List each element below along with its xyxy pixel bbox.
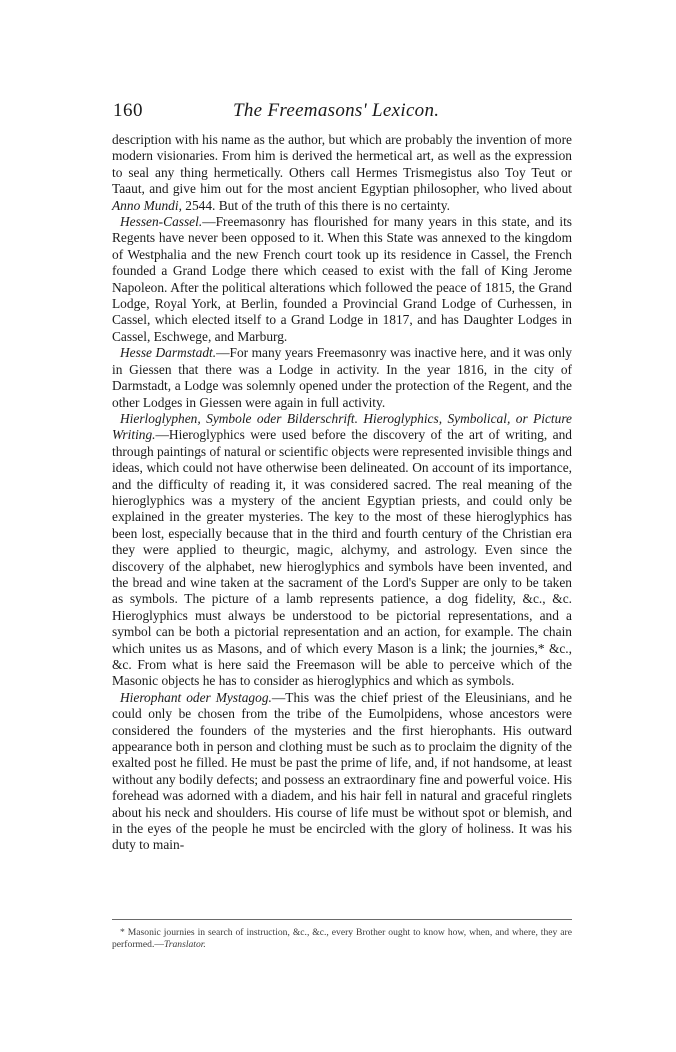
main-text [112, 132, 572, 854]
page-number: 160 [113, 100, 143, 121]
paragraph [112, 411, 572, 690]
italic-text-run: Hesse Darmstadt. [120, 345, 217, 361]
text-run: * Masonic journies in search of instruction, &c., &c., every Brother ought to know how, when, and where, they are performed.— [112, 927, 572, 950]
text-run: —For many years Freemasonry was inactive here, and it was only in Giessen that there was a Lodge in activity. In the year 1816, in the city of Darmstadt, a Lodge was solemnly opened under the protection of the Regent, and the other Lodges in Giessen were again in full activity. [112, 345, 572, 410]
paragraph [112, 214, 572, 345]
italic-text-run: Hierophant oder Mystagog. [120, 689, 272, 705]
italic-text-run: Translator. [163, 939, 206, 950]
footnote [112, 927, 572, 951]
text-run: —Hieroglyphics were used before the discovery of the art of writing, and through paintings of natural or scientific objects were represented invisible things and ideas, which could not have otherwise been delineated. On account of its importance, and the difficulty of reading it, it was considered sacred. The real meaning of the hieroglyphics was a mystery of the ancient Egyptian priests, and could only be explained in the greater mysteries. The key to the most of these hieroglyphics has been lost, especially because that in the third and fourth century of the Christian era they were applied to theurgic, magic, alchymy, and astrology. Even since the discovery of the alphabet, new hieroglyphics and symbols have been invented, and the bread and wine taken at the sacrament of the Lord's Supper are only to be taken as symbols. The picture of a lamb represents patience, a dog fidelity, &c., &c. Hieroglyphics must always be understood to be pictorial representations, and a symbol can be both a pictorial representation and an action, for example. The chain which unites us as Masons, and of which every Mason is a link; the journies,* &c., &c. From what is here said the Freemason will be able to perceive which of the Masonic objects he has to consider as hieroglyphics and which as symbols. [112, 427, 572, 689]
italic-text-run: Hessen-Cassel. [120, 214, 203, 230]
italic-text-run: Hierloglyphen, Symbole oder Bilderschrift. Hieroglyphics, Symbolical, or Picture Writing. [112, 410, 572, 443]
footnote-text [112, 927, 572, 951]
running-title: The Freemasons' Lexicon. [233, 100, 440, 121]
text-run: —This was the chief priest of the Eleusinians, and he could only be chosen from the tribe of the Eumolpidens, whose ancestors were considered the founders of the mysteries and the first hierophants. His outward appearance both in person and clothing must be such as to proclaim the dignity of the exalted post he filled. He must be past the prime of life, and, if not handsome, at least without any bodily defects; and possess an extraordinary fine and powerful voice. His forehead was adorned with a diadem, and his hair fell in natural and graceful ringlets about his neck and shoulders. His course of life must be without spot or blemish, and in the eyes of the people he must be encircled with the glory of holiness. It was his duty to main- [112, 689, 572, 853]
italic-text-run: Anno Mundi [112, 197, 179, 213]
paragraph [112, 132, 572, 214]
page-header [113, 100, 573, 128]
text-run: —Freemasonry has flourished for many years in this state, and its Regents have never been opposed to it. When this State was annexed to the kingdom of Westphalia and the new French court took up its residence in Cassel, the French founded a Grand Lodge there which ceased to exist with the fall of King Jerome Napoleon. After the political alterations which followed the peace of 1815, the Grand Lodge, Royal York, at Berlin, founded a Provincial Grand Lodge of Curhessen, in Cassel, which elected itself to a Grand Lodge in 1817, and has Daughter Lodges in Cassel, Eschwege, and Marburg. [112, 214, 572, 344]
paragraph [112, 345, 572, 411]
footnote-divider [112, 919, 572, 920]
paragraph [112, 690, 572, 854]
text-run: , 2544. But of the truth of this there is no certainty. [178, 197, 450, 213]
text-run: description with his name as the author, but which are probably the invention of more modern visionaries. From him is derived the hermetical art, as well as the expression to seal any thing hermetically. Others call Hermes Trismegistus also Toy Teut or Taaut, and give him out for the most ancient Egyptian philosopher, who lived about [112, 132, 572, 197]
